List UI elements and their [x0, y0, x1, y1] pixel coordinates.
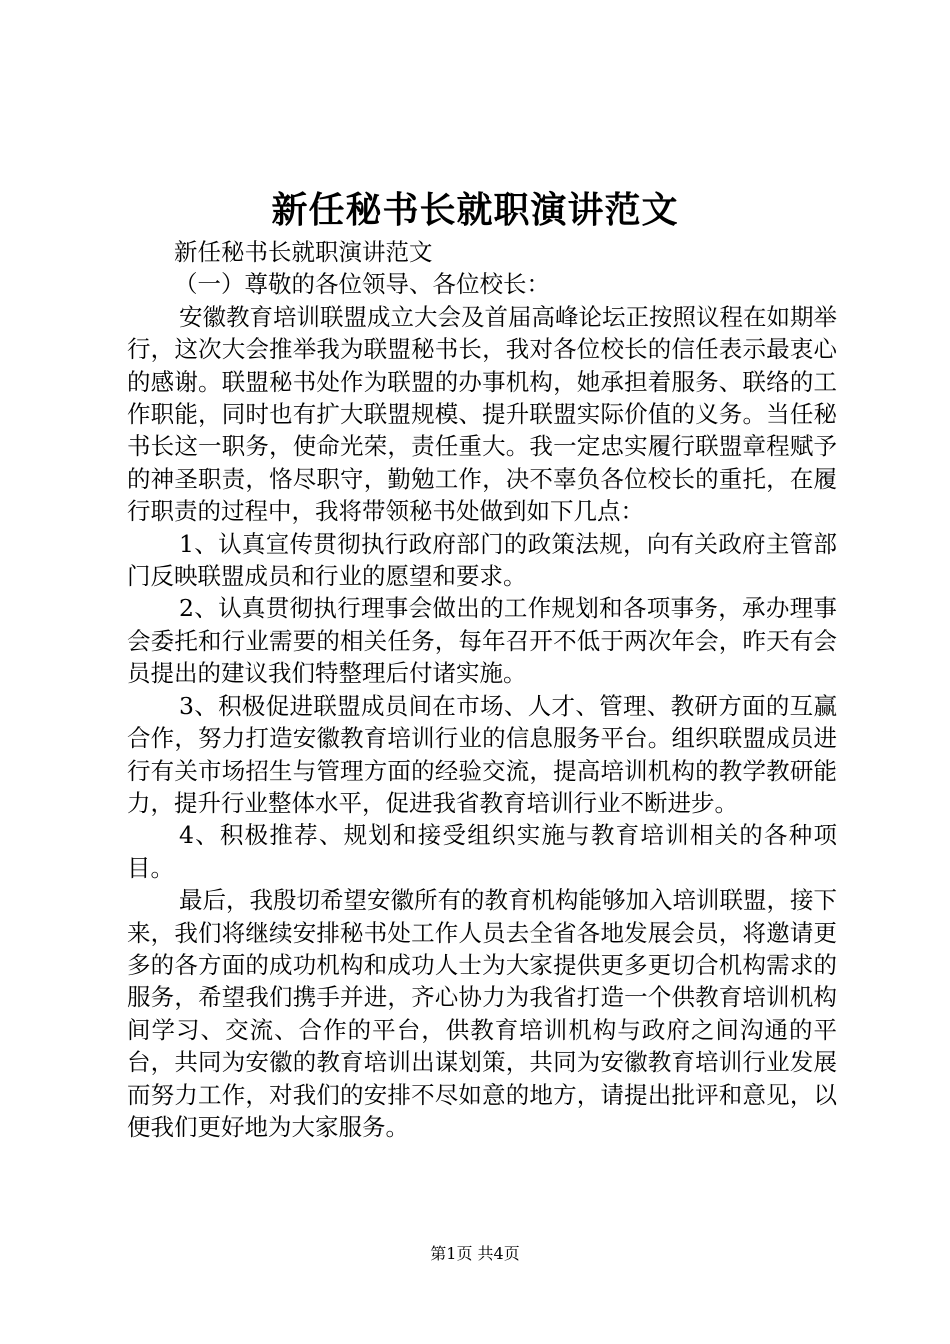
point-3-paragraph: 3、积极促进联盟成员间在市场、人才、管理、教研方面的互赢合作，努力打造安徽教育培训行业的信息服务平台。组织联盟成员进行有关市场招生与管理方面的经验交流，提高培训机构的教学教研能力，提升行业整体水平，促进我省教育培训行业不断进步。	[127, 691, 837, 817]
point-4-paragraph: 4、积极推荐、规划和接受组织实施与教育培训相关的各种项目。	[127, 821, 837, 882]
document-title: 新任秘书长就职演讲范文	[271, 189, 679, 231]
point-1-paragraph: 1、认真宣传贯彻执行政府部门的政策法规，向有关政府主管部门反映联盟成员和行业的愿望和要求。	[127, 529, 837, 591]
closing-paragraph: 最后，我殷切希望安徽所有的教育机构能够加入培训联盟，接下来，我们将继续安排秘书处工作人员去全省各地发展会员，将邀请更多的各方面的成功机构和成功人士为大家提供更多更切合机构需求的服务，希望我们携手并进，齐心协力为我省打造一个供教育培训机构间学习、交流、合作的平台，供教育培训机构与政府之间沟通的平台，共同为安徽的教育培训出谋划策，共同为安徽教育培训行业发展而努力工作，对我们的安排不尽如意的地方，请提出批评和意见，以便我们更好地为大家服务。	[127, 886, 837, 1141]
salutation-paragraph: （一）尊敬的各位领导、各位校长：	[174, 270, 550, 299]
point-2-paragraph: 2、认真贯彻执行理事会做出的工作规划和各项事务，承办理事会委托和行业需要的相关任务，每年召开不低于两次年会，昨天有会员提出的建议我们特整理后付诸实施。	[127, 594, 837, 688]
page-number-footer: 第1页 共4页	[430, 1244, 520, 1263]
intro-paragraph: 安徽教育培训联盟成立大会及首届高峰论坛正按照议程在如期举行，这次大会推举我为联盟秘书长，我对各位校长的信任表示最衷心的感谢。联盟秘书处作为联盟的办事机构，她承担着服务、联络的工作职能，同时也有扩大联盟规模、提升联盟实际价值的义务。当任秘书长这一职务，使命光荣，责任重大。我一定忠实履行联盟章程赋予的神圣职责，恪尽职守，勤勉工作，决不辜负各位校长的重托，在履行职责的过程中，我将带领秘书处做到如下几点：	[127, 302, 837, 526]
document-body	[127, 236, 837, 1143]
subtitle-paragraph: 新任秘书长就职演讲范文	[174, 238, 433, 266]
